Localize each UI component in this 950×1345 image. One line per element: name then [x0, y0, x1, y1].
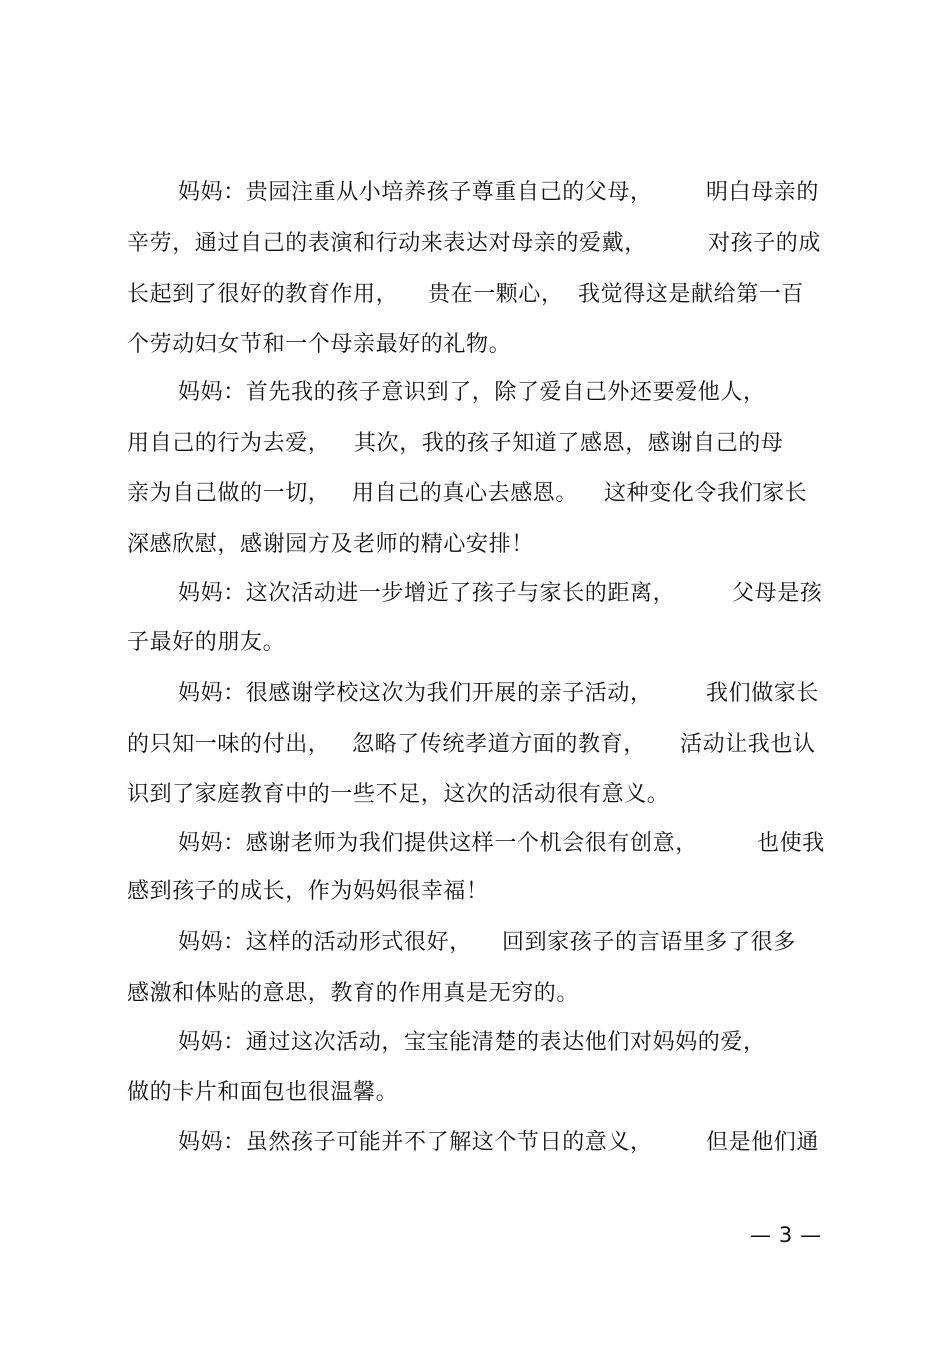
text-line: 个劳动妇女节和一个母亲最好的礼物。: [127, 332, 512, 357]
text-line: 贵在一颗心，: [428, 282, 564, 307]
text-line: 长起到了很好的教育作用，: [127, 282, 399, 307]
text-line: 也使我: [757, 831, 825, 856]
text-line: 妈妈：贵园注重从小培养孩子尊重自己的父母，: [178, 180, 653, 205]
text-line: 妈妈：虽然孩子可能并不了解这个节日的意义，: [178, 1130, 653, 1155]
text-line: 妈妈：这次活动进一步增近了孩子与家长的距离，: [178, 581, 676, 606]
text-line: 的只知一味的付出，: [127, 732, 331, 757]
text-line: 父母是孩: [732, 581, 823, 606]
text-line: 子最好的朋友。: [127, 630, 286, 655]
text-line: 但是他们通: [706, 1130, 820, 1155]
text-line: 用自己的真心去感恩。: [352, 481, 579, 506]
text-line: 感到孩子的成长，作为妈妈很幸福！: [127, 879, 489, 904]
text-line: 明白母亲的: [706, 180, 820, 205]
text-line: 妈妈：首先我的孩子意识到了，除了爱自己外还要爱他人，: [178, 380, 766, 405]
text-line: 活动让我也认: [680, 732, 816, 757]
text-line: 对孩子的成: [708, 231, 822, 256]
text-line: 感激和体贴的意思，教育的作用真是无穷的。: [127, 981, 580, 1006]
text-line: 忽略了传统孝道方面的教育，: [352, 732, 646, 757]
text-line: 用自己的行为去爱，: [127, 431, 331, 456]
text-line: 我觉得这是献给第一百: [578, 282, 805, 307]
text-line: 回到家孩子的言语里多了很多: [502, 930, 796, 955]
text-line: 辛劳，通过自己的表演和行动来表达对母亲的爱戴，: [127, 231, 647, 256]
text-line: 妈妈：这样的活动形式很好，: [178, 930, 472, 955]
page-number: — 3 —: [750, 1223, 822, 1247]
text-line: 妈妈：很感谢学校这次为我们开展的亲子活动，: [178, 681, 653, 706]
text-line: 亲为自己做的一切，: [127, 481, 331, 506]
text-line: 其次，我的孩子知道了感恩，感谢自己的母: [354, 431, 784, 456]
text-line: 识到了家庭教育中的一些不足，这次的活动很有意义。: [127, 782, 670, 807]
text-line: 深感欣慰，感谢园方及老师的精心安排！: [127, 532, 534, 557]
text-line: 妈妈：感谢老师为我们提供这样一个机会很有创意，: [178, 831, 698, 856]
text-line: 做的卡片和面包也很温馨。: [127, 1080, 399, 1105]
text-line: 妈妈：通过这次活动，宝宝能清楚的表达他们对妈妈的爱，: [178, 1030, 766, 1055]
text-line: 我们做家长: [706, 681, 820, 706]
text-line: 这种变化令我们家长: [604, 481, 808, 506]
